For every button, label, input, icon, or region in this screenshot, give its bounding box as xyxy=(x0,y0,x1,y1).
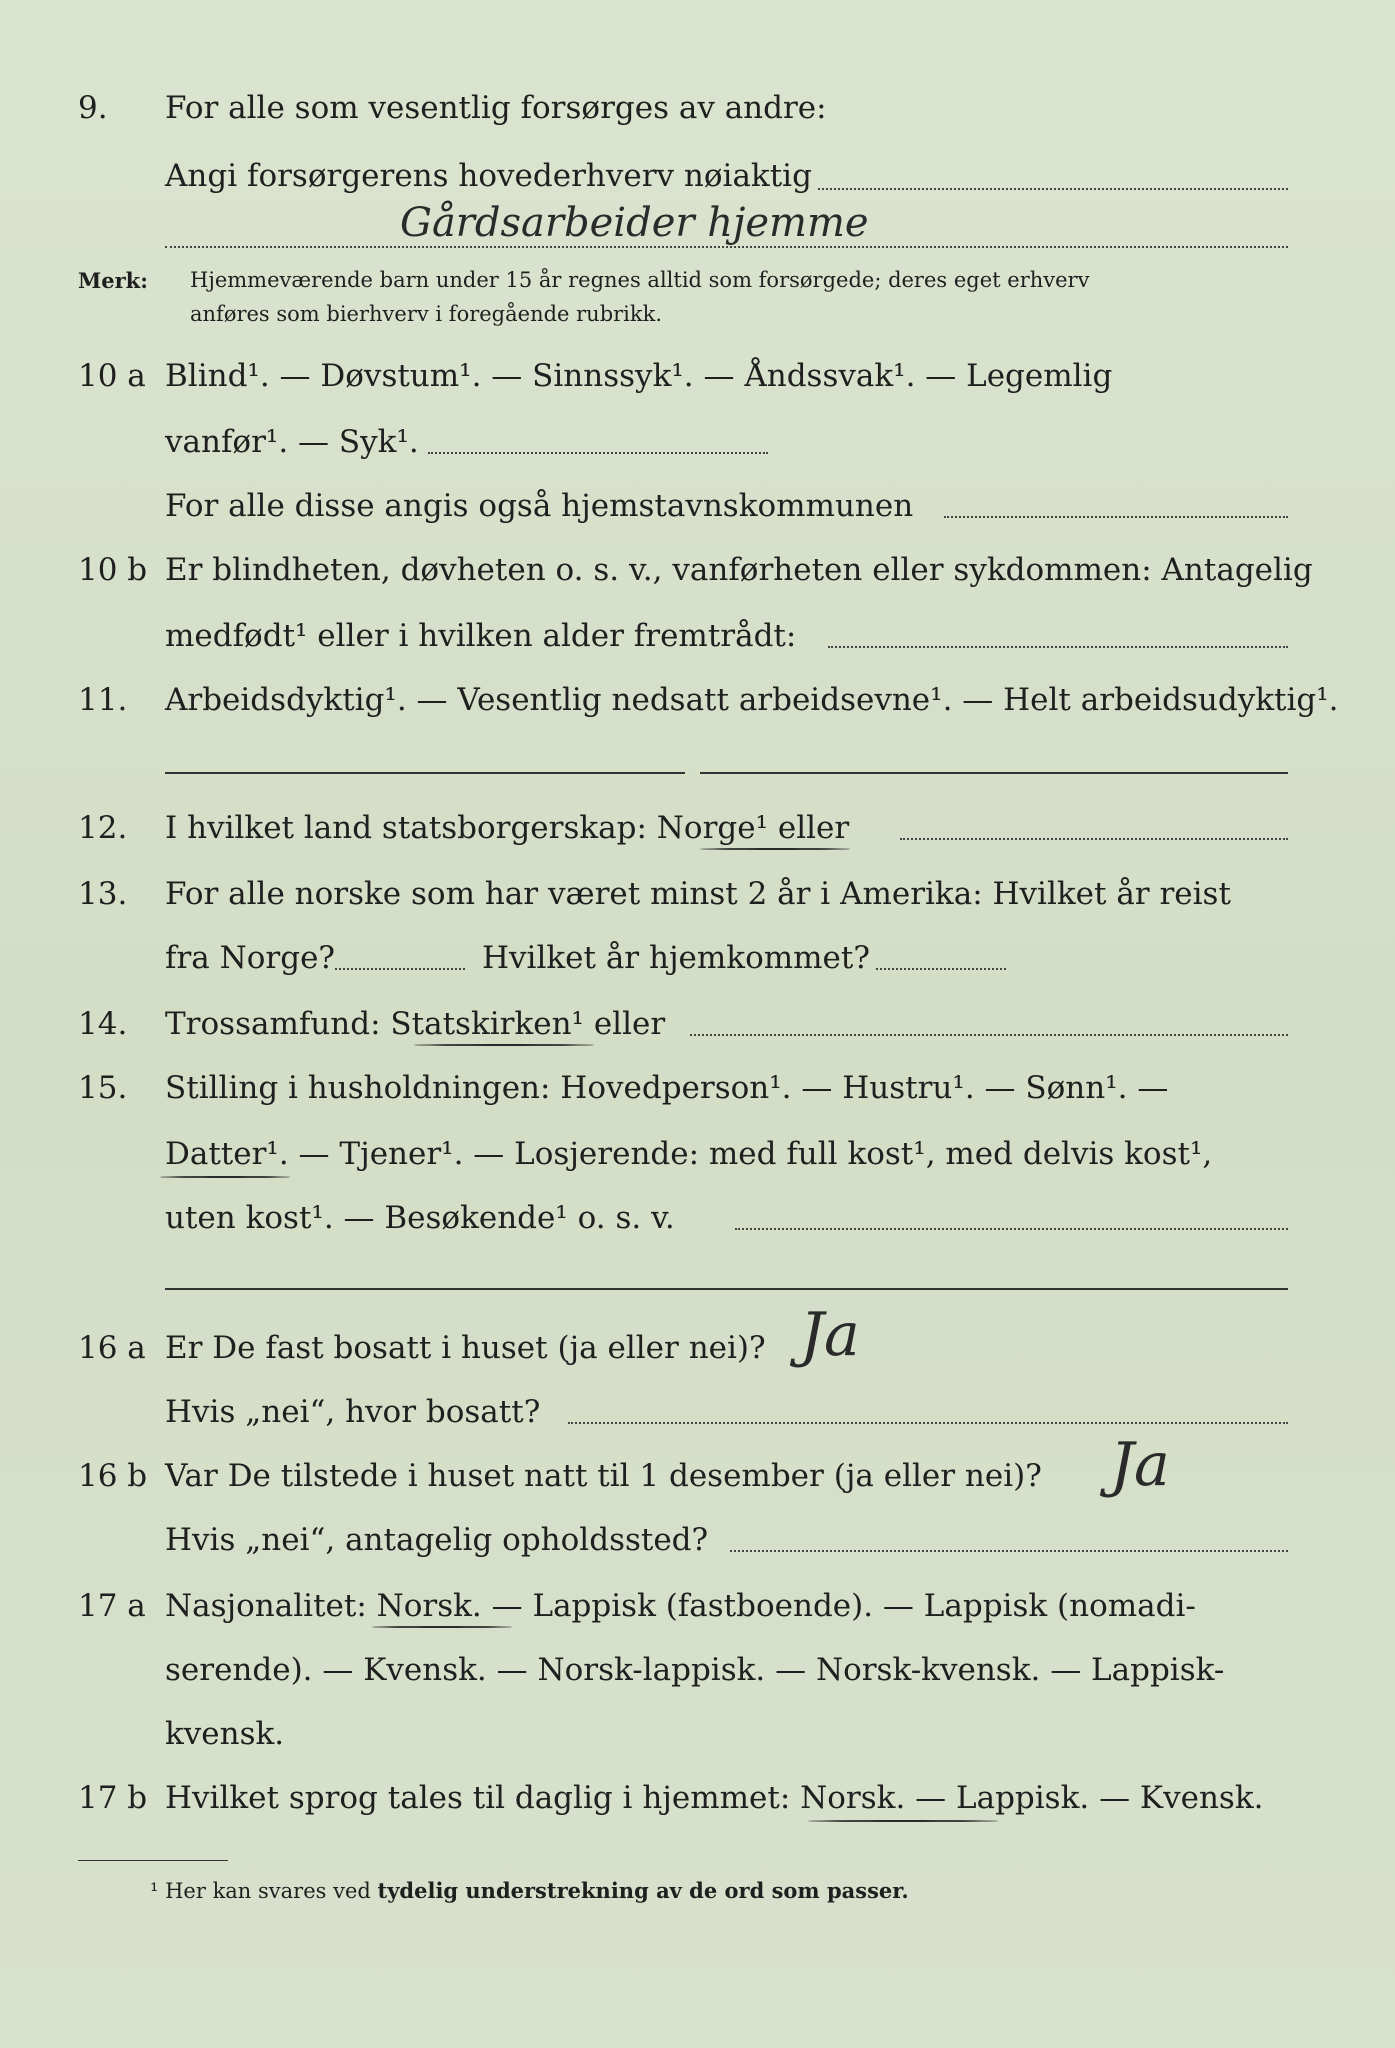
q12-norge-underline xyxy=(700,848,850,850)
q10b-line1: Er blindheten, døvheten o. s. v., vanførheten eller sykdommen: Antagelig xyxy=(165,552,1313,588)
q12-dotted-line xyxy=(900,838,1288,840)
q11-rule-right xyxy=(700,772,1288,774)
q12-line1: I hvilket land statsborgerskap: Norge¹ eller xyxy=(165,810,850,846)
merk-line2: anføres som bierhverv i foregående rubrikk. xyxy=(190,302,663,326)
q16a-number: 16 a xyxy=(78,1330,146,1366)
q10a-line2: vanfør¹. — Syk¹. xyxy=(165,424,419,460)
q16b-number: 16 b xyxy=(78,1458,148,1494)
q15-number: 15. xyxy=(78,1070,128,1106)
q9-answer-line xyxy=(165,246,1288,248)
q16a-line1: Er De fast bosatt i huset (ja eller nei)? xyxy=(165,1330,766,1366)
q16a-dotted-line xyxy=(568,1422,1288,1424)
footnote-mark: ¹ xyxy=(150,1879,159,1903)
q15-rule xyxy=(165,1288,1288,1290)
q16b-line1: Var De tilstede i huset natt til 1 desember (ja eller nei)? xyxy=(165,1458,1042,1494)
q17a-number: 17 a xyxy=(78,1588,146,1624)
q9-number: 9. xyxy=(78,90,108,126)
q13-line2b: Hvilket år hjemkommet? xyxy=(482,940,870,976)
q13-number: 13. xyxy=(78,876,128,912)
q11-number: 11. xyxy=(78,682,128,718)
q13-reist-line xyxy=(335,968,465,970)
q17a-line2: serende). — Kvensk. — Norsk-lappisk. — Norsk-kvensk. — Lappisk- xyxy=(165,1652,1225,1688)
q17b-number: 17 b xyxy=(78,1780,148,1816)
q10a-line3: For alle disse angis også hjemstavnskommunen xyxy=(165,488,914,524)
q10a-dotted-line xyxy=(428,452,768,454)
footnote-bold: tydelig understrekning av de ord som passer. xyxy=(377,1878,909,1903)
q15-datter-underline xyxy=(160,1176,290,1178)
q17b-line1: Hvilket sprog tales til daglig i hjemmet: Norsk. — Lappisk. — Kvensk. xyxy=(165,1780,1264,1816)
q17b-norsk-underline xyxy=(808,1820,998,1822)
footnote-rule xyxy=(78,1860,228,1861)
q14-statskirken-underline xyxy=(414,1044,594,1046)
q15-line1: Stilling i husholdningen: Hovedperson¹. — Hustru¹. — Sønn¹. — xyxy=(165,1070,1169,1106)
q10b-line2: medfødt¹ eller i hvilken alder fremtrådt: xyxy=(165,618,797,654)
q12-number: 12. xyxy=(78,810,128,846)
q13-hjemkommet-line xyxy=(876,968,1006,970)
q14-line1: Trossamfund: Statskirken¹ eller xyxy=(165,1006,666,1042)
q11-rule-left xyxy=(165,772,685,774)
q10a-hjemstavn-line xyxy=(944,516,1288,518)
q9-dotted-line xyxy=(818,188,1288,190)
q10a-number: 10 a xyxy=(78,358,146,394)
q16a-handwritten-answer: Ja xyxy=(800,1300,860,1370)
q16b-line2: Hvis „nei“, antagelig opholdssted? xyxy=(165,1522,709,1558)
q9-line2: Angi forsørgerens hovederhverv nøiaktig xyxy=(165,158,812,194)
q10b-dotted-line xyxy=(828,646,1288,648)
q16b-handwritten-answer: Ja xyxy=(1110,1430,1170,1500)
q10b-number: 10 b xyxy=(78,552,148,588)
q11-line1: Arbeidsdyktig¹. — Vesentlig nedsatt arbeidsevne¹. — Helt arbeidsudyktig¹. xyxy=(165,682,1339,718)
merk-label: Merk: xyxy=(78,268,148,293)
q15-line3: uten kost¹. — Besøkende¹ o. s. v. xyxy=(165,1200,675,1236)
q16a-line2: Hvis „nei“, hvor bosatt? xyxy=(165,1394,541,1430)
q14-number: 14. xyxy=(78,1006,128,1042)
q17a-line1: Nasjonalitet: Norsk. — Lappisk (fastboende). — Lappisk (nomadi- xyxy=(165,1588,1196,1624)
q9-line1: For alle som vesentlig forsørges av andre: xyxy=(165,90,827,126)
merk-line1: Hjemmeværende barn under 15 år regnes alltid som forsørgede; deres eget erhverv xyxy=(190,268,1090,292)
q15-line2: Datter¹. — Tjener¹. — Losjerende: med full kost¹, med delvis kost¹, xyxy=(165,1136,1213,1172)
footnote-plain: Her kan svares ved xyxy=(165,1879,371,1903)
q15-dotted-line xyxy=(735,1228,1288,1230)
q16b-dotted-line xyxy=(730,1550,1288,1552)
q13-line1: For alle norske som har været minst 2 år i Amerika: Hvilket år reist xyxy=(165,876,1231,912)
q10a-line1: Blind¹. — Døvstum¹. — Sinnssyk¹. — Åndssvak¹. — Legemlig xyxy=(165,358,1113,394)
q13-line2a: fra Norge? xyxy=(165,940,336,976)
footnote xyxy=(150,1878,909,1903)
q17a-line3: kvensk. xyxy=(165,1716,285,1752)
q14-dotted-line xyxy=(690,1034,1288,1036)
q17a-norsk-underline xyxy=(372,1626,512,1628)
q9-handwritten-answer: Gårdsarbeider hjemme xyxy=(400,200,869,246)
